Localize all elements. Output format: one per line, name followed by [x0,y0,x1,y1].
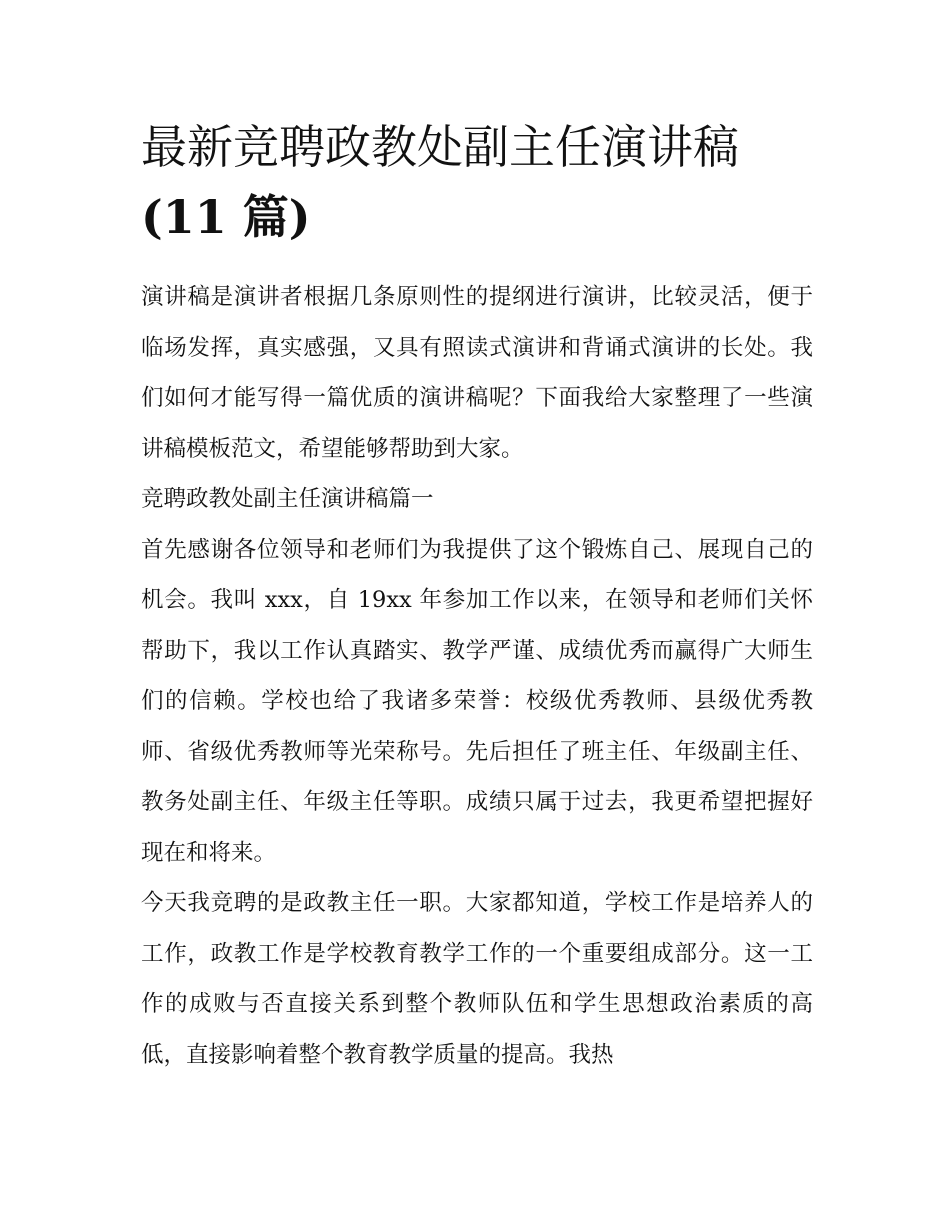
body-paragraph-1: 首先感谢各位领导和老师们为我提供了这个锻炼自己、展现自己的机会。我叫 xxx，自 19xx 年参加工作以来，在领导和老师们关怀帮助下，我以工作认真踏实、教学严谨、成绩优秀而赢得广大师生们的信赖。学校也给了我诸多荣誉：校级优秀教师、县级优秀教师、省级优秀教师等光荣称号。先后担任了班主任、年级副主任、教务处副主任、年级主任等职。成绩只属于过去，我更希望把握好现在和将来。 [141,536,813,866]
section-heading: 竞聘政教处副主任演讲稿篇一 [141,486,434,512]
body-paragraph-2: 今天我竞聘的是政教主任一职。大家都知道，学校工作是培养人的工作，政教工作是学校教育教学工作的一个重要组成部分。这一工作的成败与否直接关系到整个教师队伍和学生思想政治素质的高低，直接影响着整个教育教学质量的提高。我热 [141,890,813,1068]
title-count: (11 篇) [141,190,311,244]
title-main: 最新竞聘政教处副主任演讲稿 [141,120,739,174]
document-content [141,112,813,1080]
document-title [141,112,813,252]
intro-paragraph: 演讲稿是演讲者根据几条原则性的提纲进行演讲，比较灵活，便于临场发挥，真实感强，又具有照读式演讲和背诵式演讲的长处。我们如何才能写得一篇优质的演讲稿呢？下面我给大家整理了一些演讲稿模板范文，希望能够帮助到大家。 [141,284,813,462]
